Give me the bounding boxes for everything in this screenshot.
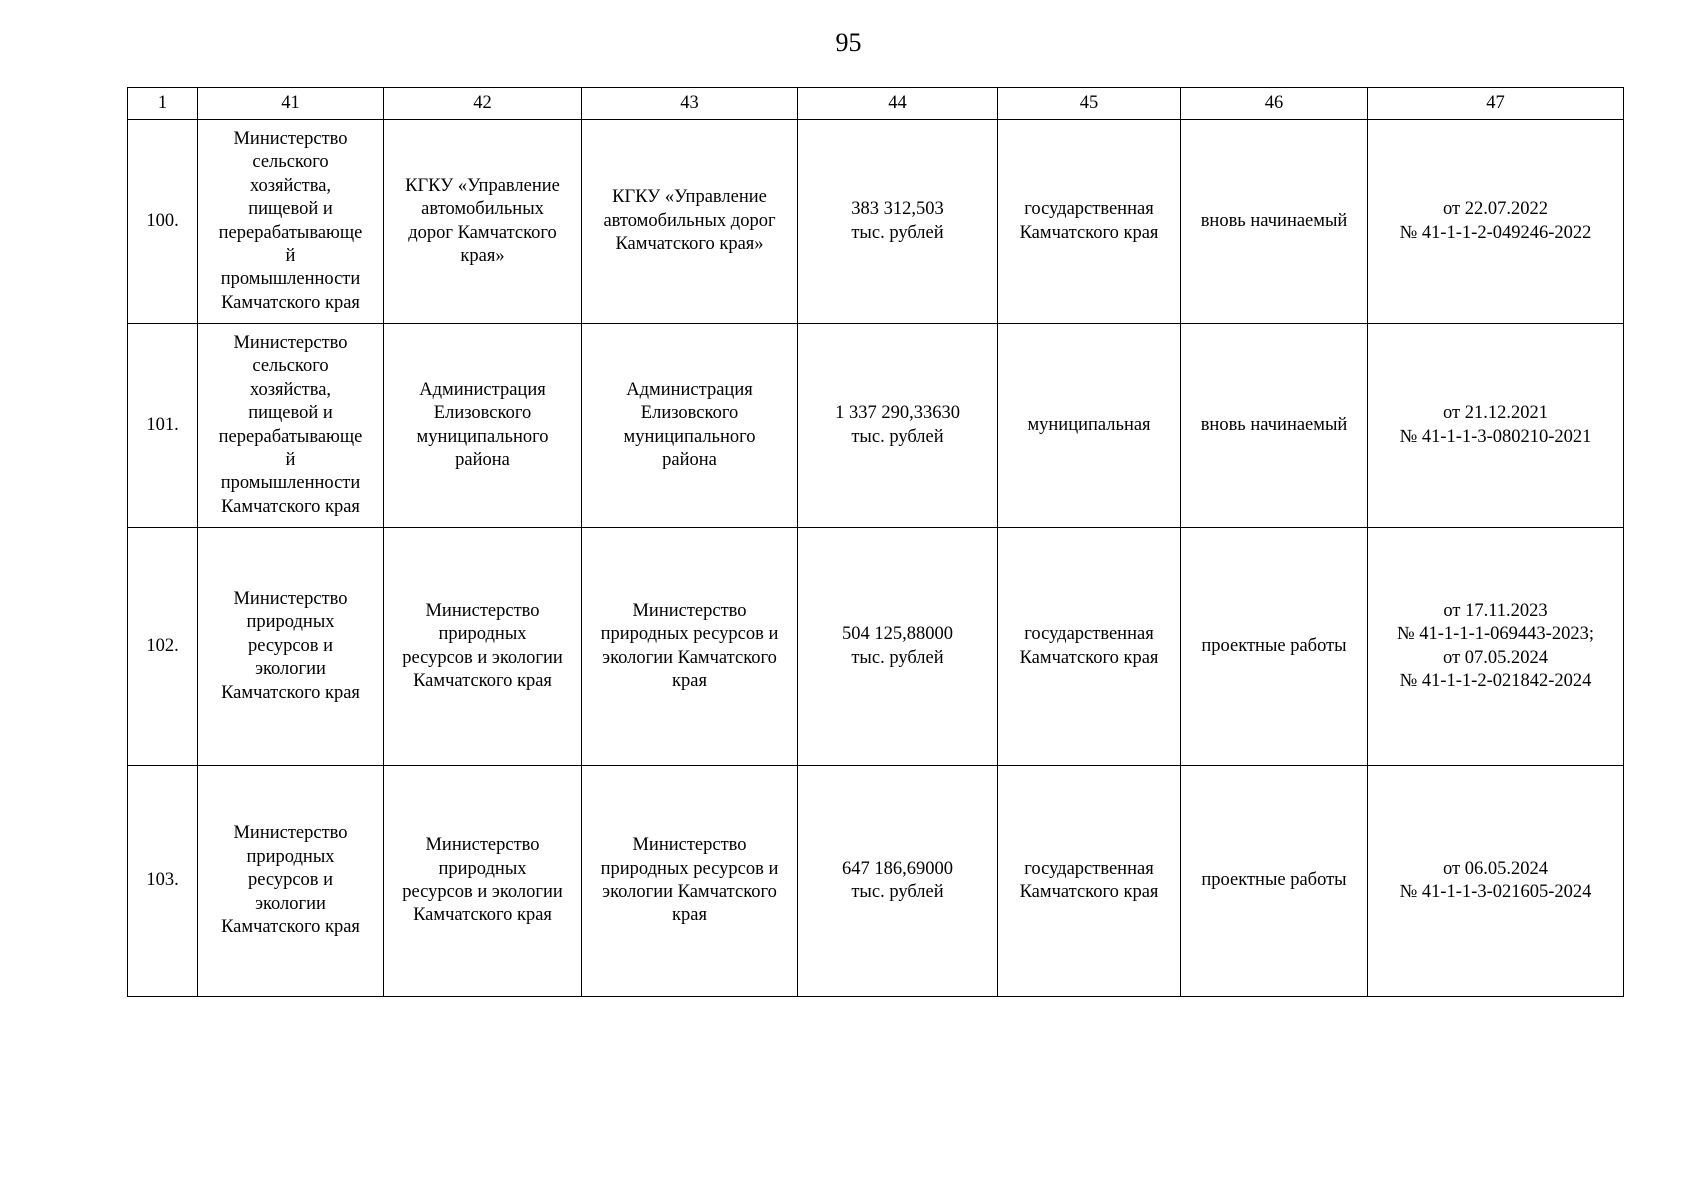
cell-line: проектные работы bbox=[1201, 635, 1347, 656]
ownership-cell bbox=[998, 528, 1181, 766]
cell-line: Министерство bbox=[233, 332, 348, 353]
cell-line: Министерство bbox=[233, 823, 348, 844]
cell-line: природных bbox=[246, 612, 335, 633]
cell-line: тыс. рублей bbox=[851, 222, 944, 243]
ministry-cell bbox=[198, 766, 384, 997]
ownership-cell bbox=[998, 324, 1181, 528]
cell-line: № 41-1-1-2-049246-2022 bbox=[1399, 222, 1592, 243]
cell-line: экологии Камчатского bbox=[602, 647, 777, 668]
cell-line: Министерство bbox=[425, 600, 540, 621]
cell-line: района bbox=[455, 449, 510, 470]
ownership-cell bbox=[998, 766, 1181, 997]
ministry-cell bbox=[198, 120, 384, 324]
cell-line: Министерство bbox=[632, 600, 747, 621]
customer-cell bbox=[582, 324, 798, 528]
cell-line: края bbox=[672, 670, 707, 691]
cell-line: тыс. рублей bbox=[851, 426, 944, 447]
expertise-cell bbox=[1368, 766, 1624, 997]
cost-cell bbox=[798, 528, 998, 766]
cell-line: 1 337 290,33630 bbox=[835, 403, 960, 424]
cell-line: Камчатского края bbox=[1019, 222, 1159, 243]
cell-line: КГКУ «Управление bbox=[405, 175, 560, 196]
customer-cell bbox=[582, 528, 798, 766]
developer-cell bbox=[384, 120, 582, 324]
cell-line: муниципального bbox=[623, 426, 756, 447]
cell-line: 504 125,88000 bbox=[842, 624, 953, 645]
cell-line: природных ресурсов и bbox=[600, 858, 779, 879]
cell-line: Камчатского края bbox=[1019, 647, 1159, 668]
row-number-cell: 101. bbox=[128, 324, 198, 528]
expertise-cell bbox=[1368, 528, 1624, 766]
cell-line: от 06.05.2024 bbox=[1443, 858, 1548, 879]
work-type-cell bbox=[1181, 528, 1368, 766]
cell-line: хозяйства, bbox=[249, 379, 332, 400]
cell-line: природных ресурсов и bbox=[600, 624, 779, 645]
cell-line: ресурсов и экологии bbox=[402, 882, 563, 902]
page-number: 95 bbox=[835, 28, 862, 57]
cell-line: Министерство bbox=[233, 588, 348, 609]
cell-line: экологии Камчатского bbox=[602, 882, 777, 902]
cell-line: от 17.11.2023 bbox=[1443, 600, 1548, 621]
cell-line: Камчатского края bbox=[221, 496, 360, 517]
developer-cell bbox=[384, 766, 582, 997]
cell-line: проектные работы bbox=[1201, 870, 1347, 891]
column-header: 46 bbox=[1181, 88, 1368, 120]
cell-line: Елизовского bbox=[640, 403, 739, 424]
cell-line: автомобильных дорог bbox=[603, 210, 776, 231]
work-type-cell bbox=[1181, 120, 1368, 324]
column-header: 47 bbox=[1368, 88, 1624, 120]
cell-line: Министерство bbox=[425, 835, 540, 856]
cell-line: Елизовского bbox=[433, 403, 532, 424]
customer-cell bbox=[582, 766, 798, 997]
cell-line: муниципального bbox=[416, 426, 549, 447]
work-type-cell bbox=[1181, 324, 1368, 528]
cell-line: края bbox=[672, 905, 707, 926]
cell-line: Камчатского края bbox=[413, 670, 552, 691]
cell-line: природных bbox=[438, 624, 527, 645]
cell-line: муниципальная bbox=[1027, 414, 1151, 435]
table-row bbox=[128, 528, 1624, 766]
cell-line: перерабатывающе bbox=[218, 222, 363, 243]
cell-line: сельского bbox=[252, 356, 329, 377]
cell-line: природных bbox=[246, 846, 335, 867]
cell-line: автомобильных bbox=[421, 199, 544, 220]
cell-line: от 07.05.2024 bbox=[1443, 647, 1548, 668]
table-row bbox=[128, 324, 1624, 528]
customer-cell bbox=[582, 120, 798, 324]
cell-line: сельского bbox=[252, 152, 329, 173]
cell-line: перерабатывающе bbox=[218, 426, 363, 447]
cell-line: Министерство bbox=[632, 835, 747, 856]
cell-line: № 41-1-1-1-069443-2023; bbox=[1397, 624, 1594, 645]
cell-line: й bbox=[285, 449, 296, 470]
cell-line: й bbox=[285, 245, 296, 266]
cell-line: природных bbox=[438, 858, 527, 879]
cell-line: вновь начинаемый bbox=[1200, 414, 1348, 435]
column-header: 44 bbox=[798, 88, 998, 120]
cell-line: края» bbox=[460, 245, 505, 266]
cell-line: Камчатского края bbox=[221, 292, 360, 313]
cell-line: хозяйства, bbox=[249, 175, 332, 196]
column-header: 1 bbox=[128, 88, 198, 120]
cell-line: КГКУ «Управление bbox=[612, 187, 767, 208]
column-header: 42 bbox=[384, 88, 582, 120]
cell-line: тыс. рублей bbox=[851, 647, 944, 668]
ministry-cell bbox=[198, 528, 384, 766]
column-header: 43 bbox=[582, 88, 798, 120]
cell-line: 383 312,503 bbox=[851, 199, 944, 220]
cost-cell bbox=[798, 324, 998, 528]
cell-line: Камчатского края» bbox=[615, 234, 764, 255]
table-row bbox=[128, 766, 1624, 997]
developer-cell bbox=[384, 528, 582, 766]
cell-line: Камчатского края bbox=[413, 905, 552, 926]
cell-line: № 41-1-1-2-021842-2024 bbox=[1399, 670, 1592, 691]
row-number-cell: 103. bbox=[128, 766, 198, 997]
cell-line: государственная bbox=[1024, 624, 1154, 645]
cell-line: Администрация bbox=[626, 379, 753, 400]
table-row bbox=[128, 120, 1624, 324]
cell-line: ресурсов и экологии bbox=[402, 647, 563, 668]
cell-line: Администрация bbox=[419, 379, 546, 400]
cell-line: экологии bbox=[255, 659, 326, 680]
developer-cell bbox=[384, 324, 582, 528]
row-number-cell: 100. bbox=[128, 120, 198, 324]
cell-line: ресурсов и bbox=[247, 635, 334, 656]
cell-line: № 41-1-1-3-080210-2021 bbox=[1399, 426, 1592, 447]
cell-line: 647 186,69000 bbox=[842, 858, 953, 879]
cell-line: государственная bbox=[1024, 858, 1154, 879]
cell-line: промышленности bbox=[220, 269, 361, 290]
cost-cell bbox=[798, 766, 998, 997]
cell-line: от 21.12.2021 bbox=[1443, 403, 1548, 424]
cell-line: Камчатского края bbox=[221, 917, 360, 938]
cell-line: от 22.07.2022 bbox=[1443, 199, 1548, 220]
registry-table bbox=[127, 87, 1624, 997]
cell-line: ресурсов и bbox=[247, 870, 334, 891]
cell-line: промышленности bbox=[220, 473, 361, 494]
cell-line: вновь начинаемый bbox=[1200, 210, 1348, 231]
cell-line: Камчатского края bbox=[221, 682, 360, 703]
ministry-cell bbox=[198, 324, 384, 528]
expertise-cell bbox=[1368, 120, 1624, 324]
ownership-cell bbox=[998, 120, 1181, 324]
column-header: 41 bbox=[198, 88, 384, 120]
expertise-cell bbox=[1368, 324, 1624, 528]
cell-line: района bbox=[662, 449, 717, 470]
cell-line: пищевой и bbox=[248, 403, 333, 424]
cell-line: тыс. рублей bbox=[851, 882, 944, 902]
cell-line: экологии bbox=[255, 893, 326, 914]
cell-line: дорог Камчатского bbox=[408, 222, 557, 243]
cell-line: государственная bbox=[1024, 199, 1154, 220]
cost-cell bbox=[798, 120, 998, 324]
column-header: 45 bbox=[998, 88, 1181, 120]
work-type-cell bbox=[1181, 766, 1368, 997]
cell-line: Министерство bbox=[233, 128, 348, 149]
row-number-cell: 102. bbox=[128, 528, 198, 766]
cell-line: Камчатского края bbox=[1019, 882, 1159, 902]
cell-line: № 41-1-1-3-021605-2024 bbox=[1399, 882, 1592, 902]
table-header-row bbox=[128, 88, 1624, 120]
cell-line: пищевой и bbox=[248, 199, 333, 220]
